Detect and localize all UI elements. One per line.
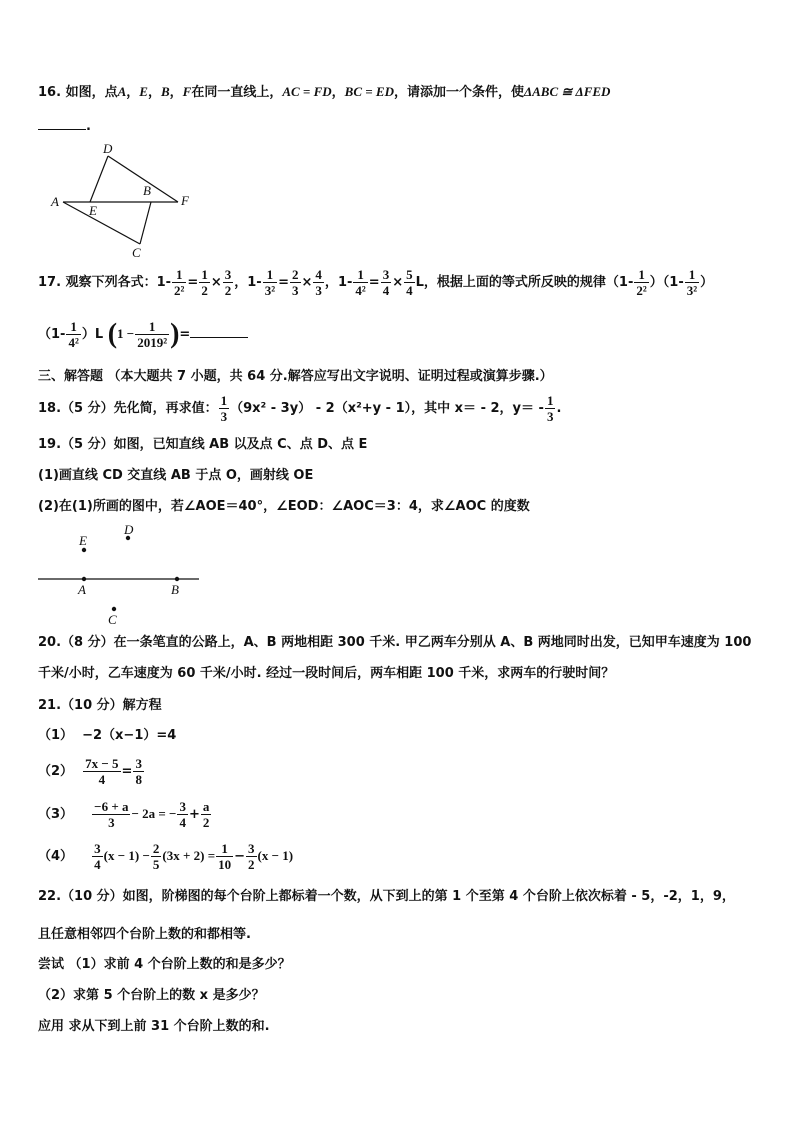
q22-line2: 且任意相邻四个台阶上数的和都相等.	[38, 927, 251, 942]
q21-part2: （2） $\frac{7x - 5}{4}$ = $\frac{3}{8}$	[38, 756, 142, 787]
label-a: A	[78, 582, 86, 597]
q16-figure	[48, 138, 208, 263]
q16-line1: 16. 如图，点A，E，B，F在同一直线上，AC = FD，BC = ED，请添加一个条件，使ΔABC ≅ ΔFED	[38, 84, 611, 100]
label-b: B	[171, 582, 179, 597]
label-d: D	[124, 524, 134, 537]
q19-figure	[36, 524, 206, 629]
label-d: D	[103, 141, 113, 156]
q17-line2: （1- $\frac{1}{\text{4²}}$ ）L (1 − $\frac{1}{\text{2019²}}$ )=	[38, 316, 248, 353]
q16-answer-line: .	[38, 117, 91, 136]
q16-figure-lines	[63, 156, 178, 244]
answer-blank[interactable]	[38, 117, 86, 130]
q21-part1: （1） −2（x−1）=4	[38, 728, 177, 743]
point-c	[112, 607, 116, 611]
q21-title: 21.（10 分）解方程	[38, 698, 162, 713]
q20-line2: 千米/小时，乙车速度为 60 千米/小时. 经过一段时间后，两车相距 100 千米，求两车的行驶时间？	[38, 666, 615, 681]
q19-part2: (2)在(1)所画的图中，若∠AOE＝40°，∠EOD：∠AOC＝3：4，求∠AOC 的度数	[38, 499, 530, 514]
label-e: E	[79, 533, 87, 548]
label-e: E	[89, 203, 97, 218]
q21-part3: （3） $\frac{-6 + a}{3}$ − 2a = − $\frac{3}{4}$ + $\frac{a}{2}$	[38, 799, 210, 830]
point-b	[175, 577, 179, 581]
q22-try1: 尝试 （1）求前 4 个台阶上数的和是多少？	[38, 957, 291, 972]
q18-line: 18.（5 分）先化简，再求值： $\frac{1}{3}$ （9x² - 3y） - 2（x²+y - 1），其中 x＝ - 2，y＝ - $\frac{1}{3}$ .	[38, 393, 562, 424]
label-c: C	[132, 245, 141, 260]
label-b: B	[143, 183, 151, 198]
section-3-heading: 三、解答题 （本大题共 7 小题，共 64 分.解答应写出文字说明、证明过程或演算步骤.）	[38, 369, 553, 384]
q20-line1: 20.（8 分）在一条笔直的公路上，A、B 两地相距 300 千米. 甲乙两车分别从 A、B 两地同时出发，已知甲车速度为 100	[38, 635, 752, 650]
label-c: C	[108, 612, 117, 627]
q19-part1: (1)画直线 CD 交直线 AB 于点 O，画射线 OE	[38, 468, 314, 483]
label-f: F	[181, 193, 189, 208]
label-a: A	[51, 194, 59, 209]
q22-try2: （2）求第 5 个台阶上的数 x 是多少？	[38, 988, 265, 1003]
q17-line1: 17. 观察下列各式：1- $\frac{1}{\text{2²}}$ = $\frac{1}{2}$ × $\frac{3}{2}$ ，1- $\frac{1}{\text{3²}}$ = $\frac{2}{3}$ × $\frac{4}{3}$ ，1- $\frac{1}{\text{4²}}$ = $\frac{3}{4}$ × $\frac{5}{4}$ L，根据上面的等式所反映的规律（1- $\frac{1}{\text{2²}}$ ）（1- $\frac{1}{\text{3²}}$ ）	[38, 267, 714, 298]
point-e	[82, 548, 86, 552]
answer-blank[interactable]	[190, 325, 248, 338]
q19-title: 19.（5 分）如图，已知直线 AB 以及点 C、点 D、点 E	[38, 437, 368, 452]
q22-line1: 22.（10 分）如图，阶梯图的每个台阶上都标着一个数，从下到上的第 1 个至第 4 个台阶上依次标着 - 5，-2，1，9，	[38, 889, 735, 904]
point-a	[82, 577, 86, 581]
q21-part4: （4） $\frac{3}{4}$ (x − 1) − $\frac{2}{5}$ (3x + 2) = $\frac{1}{10}$ − $\frac{3}{2}$ (x − 1)	[38, 841, 294, 872]
q22-apply: 应用 求从下到上前 31 个台阶上数的和.	[38, 1019, 270, 1034]
